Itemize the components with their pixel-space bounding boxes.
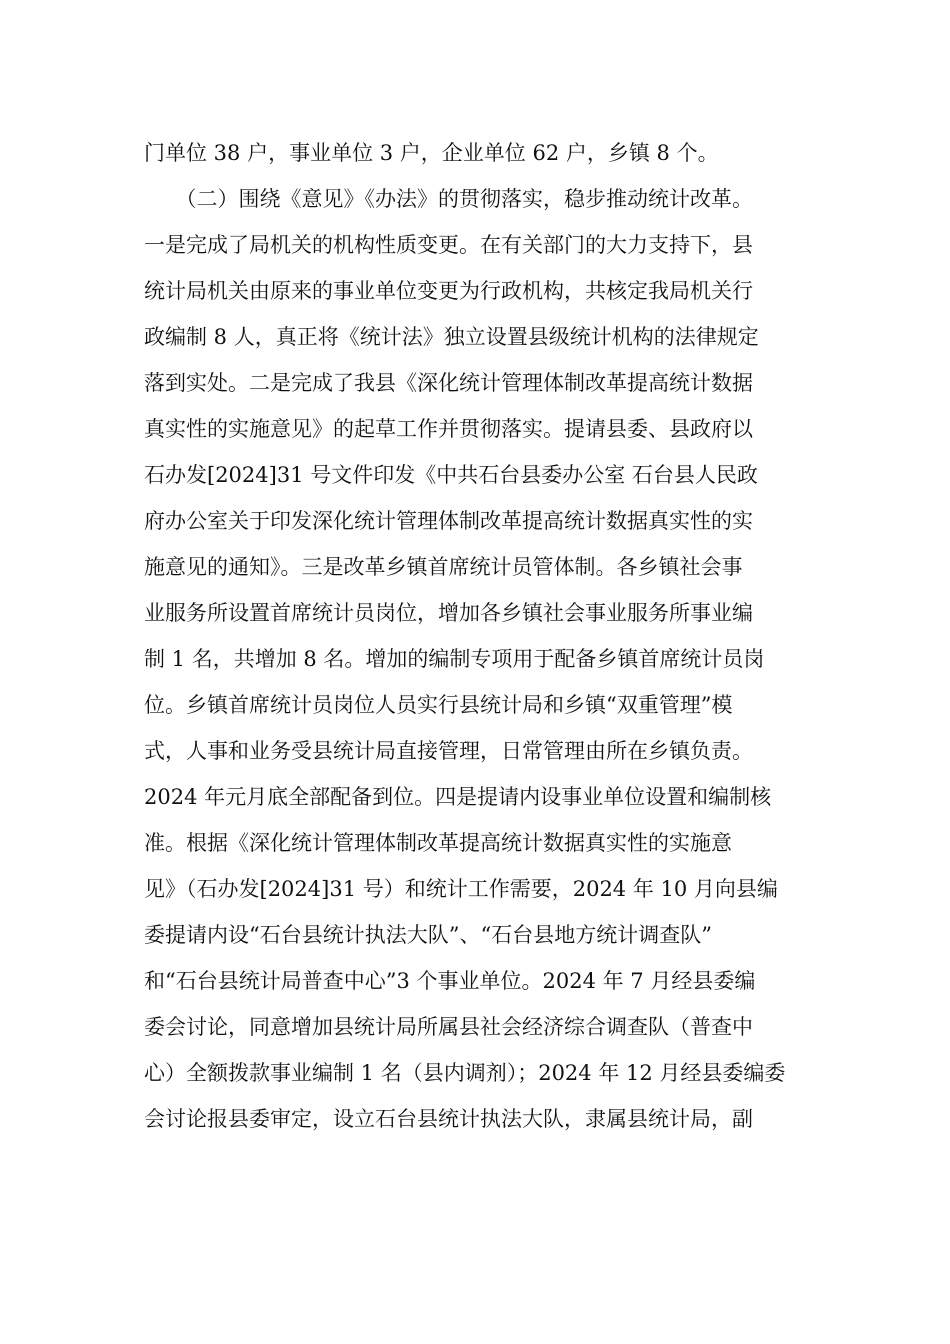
text-line: 和“石台县统计局普查中心”3 个事业单位。2024 年 7 月经县委编 (144, 969, 756, 993)
text-line: 一是完成了局机关的机构性质变更。在有关部门的大力支持下，县 (144, 233, 753, 257)
text-line: 真实性的实施意见》的起草工作并贯彻落实。提请县委、县政府以 (144, 417, 753, 441)
text-line: 制 1 名，共增加 8 名。增加的编制专项用于配备乡镇首席统计员岗 (144, 647, 765, 671)
text-line: 施意见的通知》。三是改革乡镇首席统计员管体制。各乡镇社会事 (144, 555, 743, 579)
text-line: 见》（石办发[2024]31 号）和统计工作需要，2024 年 10 月向县编 (144, 877, 778, 901)
text-line: 心）全额拨款事业编制 1 名（县内调剂）；2024 年 12 月经县委编委 (144, 1061, 786, 1085)
body-text (144, 130, 824, 1142)
text-line: 委会讨论，同意增加县统计局所属县社会经济综合调查队（普查中 (144, 1015, 753, 1039)
text-line: 政编制 8 人，真正将《统计法》独立设置县级统计机构的法律规定 (144, 325, 759, 349)
text-line: 会讨论报县委审定，设立石台县统计执法大队，隶属县统计局，副 (144, 1107, 753, 1131)
text-line: 2024 年元月底全部配备到位。四是提请内设事业单位设置和编制核 (144, 785, 772, 809)
text-line: （二）围绕《意见》《办法》的贯彻落实，稳步推动统计改革。 (144, 187, 753, 211)
text-line: 门单位 38 户，事业单位 3 户，企业单位 62 户，乡镇 8 个。 (144, 141, 719, 165)
text-line: 位。乡镇首席统计员岗位人员实行县统计局和乡镇“双重管理”模 (144, 693, 733, 717)
text-line: 石办发[2024]31 号文件印发《中共石台县委办公室 石台县人民政 (144, 463, 758, 487)
text-line: 式，人事和业务受县统计局直接管理，日常管理由所在乡镇负责。 (144, 739, 753, 763)
text-line: 准。根据《深化统计管理体制改革提高统计数据真实性的实施意 (144, 831, 732, 855)
text-line: 落到实处。二是完成了我县《深化统计管理体制改革提高统计数据 (144, 371, 753, 395)
text-line: 委提请内设“石台县统计执法大队”、“石台县地方统计调查队” (144, 923, 712, 947)
text-line: 业服务所设置首席统计员岗位，增加各乡镇社会事业服务所事业编 (144, 601, 753, 625)
text-line: 府办公室关于印发深化统计管理体制改革提高统计数据真实性的实 (144, 509, 753, 533)
text-line: 统计局机关由原来的事业单位变更为行政机构，共核定我局机关行 (144, 279, 753, 303)
